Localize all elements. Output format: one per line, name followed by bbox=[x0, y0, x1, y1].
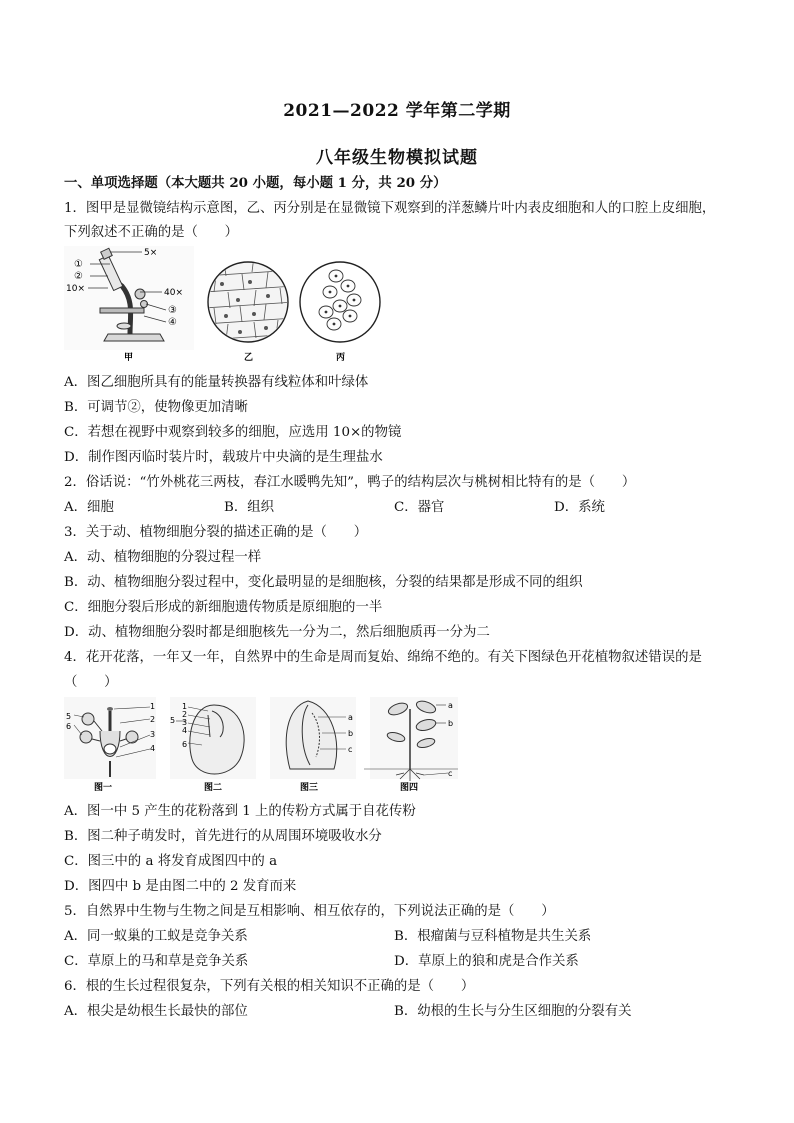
q4-option-c: C．图三中的 a 将发育成图四中的 a bbox=[64, 854, 278, 869]
q2-option-d: D．系统 bbox=[554, 500, 605, 515]
caption-fig2: 图二 bbox=[204, 783, 223, 793]
caption-bing: 丙 bbox=[336, 353, 346, 363]
fig2-label-4: 4 bbox=[182, 726, 188, 735]
label-40x: 40× bbox=[164, 288, 183, 298]
label-10x: 10× bbox=[66, 284, 85, 294]
fig1-label-2: 2 bbox=[150, 715, 156, 724]
fig1-label-4: 4 bbox=[150, 744, 156, 753]
caption-yi: 乙 bbox=[244, 353, 254, 363]
seedling-diagram bbox=[364, 697, 458, 793]
q3-stem: 3．关于动、植物细胞分裂的描述正确的是（ ） bbox=[64, 525, 368, 540]
caption-jia: 甲 bbox=[124, 353, 134, 363]
q3-option-d: D．动、植物细胞分裂时都是细胞核先一分为二，然后细胞质再一分为二 bbox=[64, 625, 490, 640]
fig4-label-a: a bbox=[448, 701, 453, 710]
fig2-label-1: 1 bbox=[182, 702, 188, 711]
q2-option-a: A．细胞 bbox=[64, 500, 114, 515]
fig1-label-1: 1 bbox=[150, 702, 156, 711]
q1-option-b: B．可调节②，使物像更加清晰 bbox=[64, 400, 248, 415]
flower-diagram bbox=[64, 697, 156, 793]
exam-title: 2021—2022 学年第二学期 bbox=[283, 101, 511, 121]
label-3: ③ bbox=[168, 305, 177, 316]
q6-option-a: A．根尖是幼根生长最快的部位 bbox=[64, 1004, 248, 1019]
label-5x: 5× bbox=[144, 248, 158, 258]
q1-option-a: A．图乙细胞所具有的能量转换器有线粒体和叶绿体 bbox=[64, 375, 369, 390]
caption-fig1: 图一 bbox=[94, 783, 113, 793]
q2-option-c: C．器官 bbox=[394, 500, 445, 515]
seed-diagram bbox=[170, 697, 256, 793]
label-2: ② bbox=[74, 271, 83, 282]
corn-kernel-diagram bbox=[270, 697, 356, 793]
q5-option-b: B．根瘤菌与豆科植物是共生关系 bbox=[394, 929, 592, 944]
label-4: ④ bbox=[168, 317, 177, 328]
q1-stem-line2: 下列叙述不正确的是（ ） bbox=[64, 225, 239, 240]
fig1-label-3: 3 bbox=[150, 730, 156, 739]
q5-option-d: D．草原上的狼和虎是合作关系 bbox=[394, 954, 579, 969]
q4-stem-line2: （ ） bbox=[64, 675, 118, 690]
q4-option-b: B．图二种子萌发时，首先进行的从周围环境吸收水分 bbox=[64, 829, 382, 844]
q2-stem: 2．俗话说：“竹外桃花三两枝，春江水暖鸭先知”，鸭子的结构层次与桃树相比特有的是（ ） bbox=[64, 475, 636, 490]
q2-option-b: B．组织 bbox=[224, 500, 275, 515]
q5-option-c: C．草原上的马和草是竞争关系 bbox=[64, 954, 249, 969]
q6-option-b: B．幼根的生长与分生区细胞的分裂有关 bbox=[394, 1004, 632, 1019]
onion-cells-diagram bbox=[204, 256, 294, 363]
fig3-label-c: c bbox=[348, 745, 353, 754]
section-heading: 一、单项选择题（本大题共 20 小题，每小题 1 分，共 20 分） bbox=[64, 175, 447, 191]
fig4-label-c: c bbox=[448, 769, 453, 778]
fig4-label-b: b bbox=[448, 719, 454, 728]
q6-stem: 6．根的生长过程很复杂，下列有关根的相关知识不正确的是（ ） bbox=[64, 979, 475, 994]
fig2-label-5: 5 bbox=[170, 716, 176, 725]
exam-subtitle: 八年级生物模拟试题 bbox=[316, 148, 478, 168]
fig3-label-b: b bbox=[348, 729, 354, 738]
fig1-label-5: 5 bbox=[66, 712, 72, 721]
fig2-label-6: 6 bbox=[182, 740, 188, 749]
q5-stem: 5．自然界中生物与生物之间是互相影响、相互依存的，下列说法正确的是（ ） bbox=[64, 904, 555, 919]
fig2-label-3: 3 bbox=[182, 718, 188, 727]
q3-option-b: B．动、植物细胞分裂过程中，变化最明显的是细胞核，分裂的结果都是形成不同的组织 bbox=[64, 575, 583, 590]
q4-stem-line1: 4．花开花落，一年又一年，自然界中的生命是周而复始、绵绵不绝的。有关下图绿色开花植物叙述错误的是 bbox=[64, 650, 702, 665]
q4-option-a: A．图一中 5 产生的花粉落到 1 上的传粉方式属于自花传粉 bbox=[64, 804, 416, 819]
q1-figure bbox=[64, 246, 384, 366]
cheek-cells-diagram bbox=[300, 262, 380, 363]
q3-option-c: C．细胞分裂后形成的新细胞遗传物质是原细胞的一半 bbox=[64, 600, 383, 615]
q1-option-d: D．制作图丙临时装片时，载玻片中央滴的是生理盐水 bbox=[64, 450, 383, 465]
q4-option-d: D．图四中 b 是由图二中的 2 发育而来 bbox=[64, 879, 297, 894]
q4-figure bbox=[64, 697, 464, 797]
q2-options bbox=[64, 499, 724, 517]
q3-option-a: A．动、植物细胞的分裂过程一样 bbox=[64, 550, 262, 565]
caption-fig3: 图三 bbox=[300, 783, 319, 793]
label-1: ① bbox=[74, 259, 83, 270]
fig3-label-a: a bbox=[348, 713, 353, 722]
fig2-label-2: 2 bbox=[182, 710, 188, 719]
caption-fig4: 图四 bbox=[400, 783, 419, 793]
q1-option-c: C．若想在视野中观察到较多的细胞，应选用 10×的物镜 bbox=[64, 425, 402, 440]
q5-option-a: A．同一蚁巢的工蚁是竞争关系 bbox=[64, 929, 248, 944]
microscope-diagram bbox=[64, 246, 194, 363]
q1-stem-line1: 1．图甲是显微镜结构示意图，乙、丙分别是在显微镜下观察到的洋葱鳞片叶内表皮细胞和人的口腔上皮细胞， bbox=[64, 201, 716, 216]
fig1-label-6: 6 bbox=[66, 722, 72, 731]
